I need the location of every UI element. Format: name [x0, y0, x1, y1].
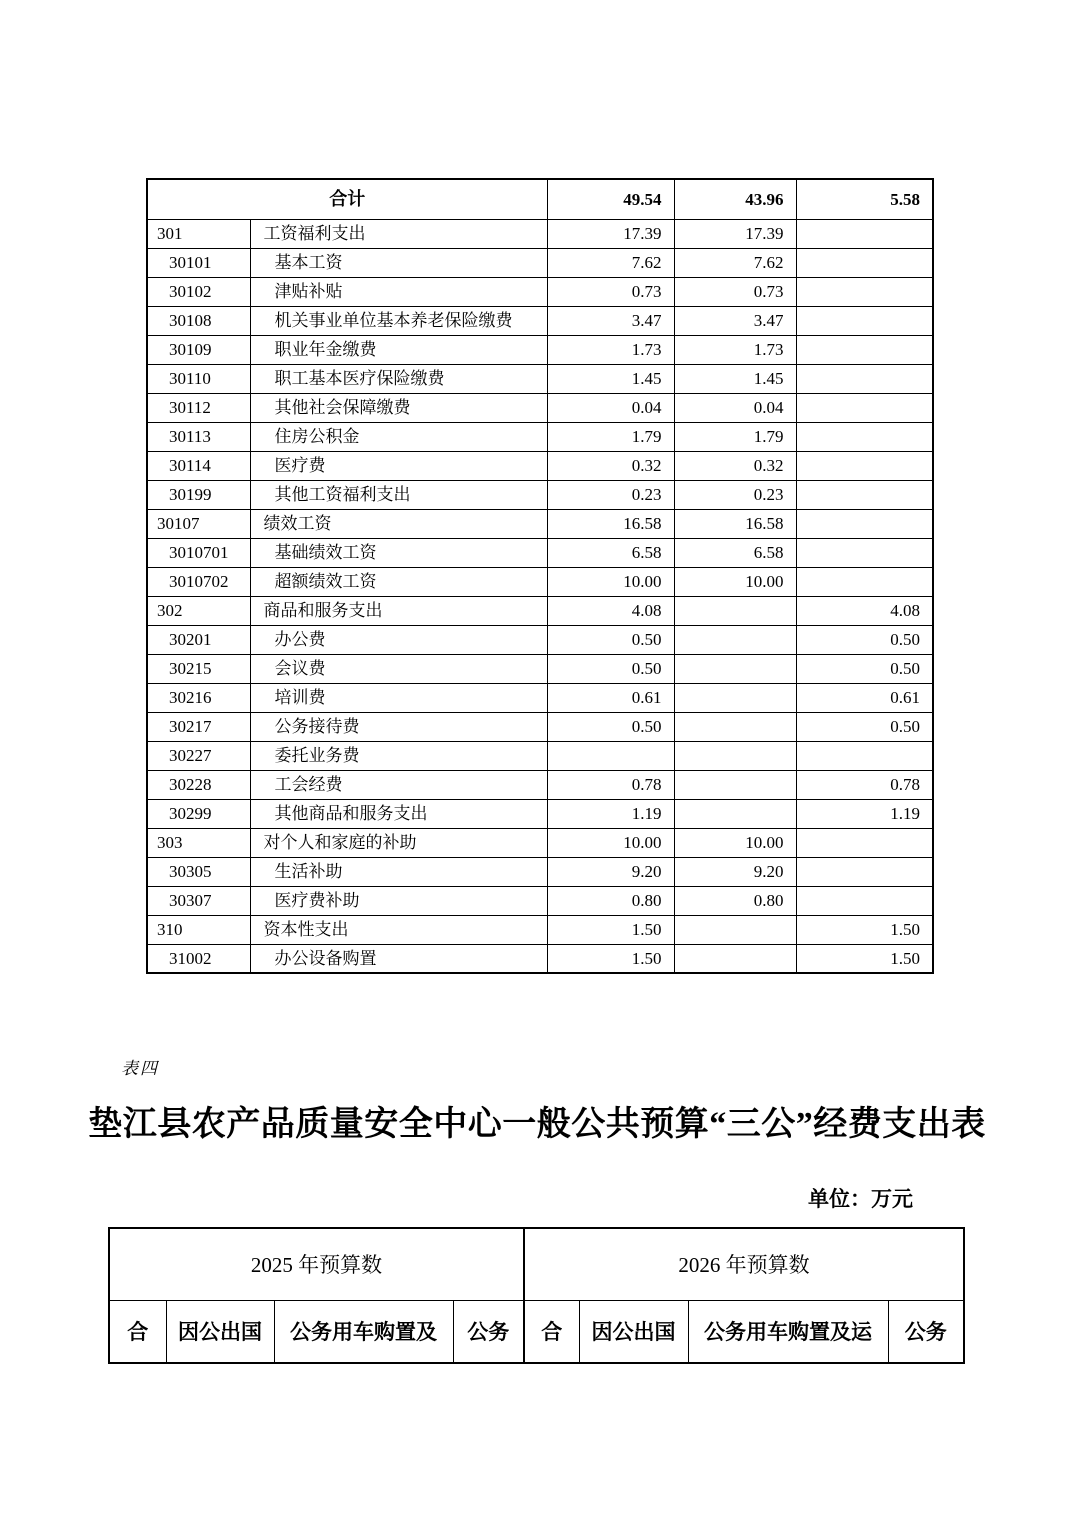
name-cell: 机关事业单位基本养老保险缴费	[250, 306, 547, 335]
value-cell-1: 3.47	[547, 306, 674, 335]
three-public-table	[108, 1227, 965, 1364]
column-header-cell: 公务	[888, 1300, 964, 1363]
year-header-cell: 2026 年预算数	[524, 1228, 964, 1300]
column-header-cell: 因公出国	[579, 1300, 688, 1363]
value-cell-2	[674, 741, 796, 770]
value-cell-2	[674, 596, 796, 625]
name-cell: 资本性支出	[250, 915, 547, 944]
name-cell: 医疗费	[250, 451, 547, 480]
value-cell-1	[547, 741, 674, 770]
value-cell-1: 0.50	[547, 712, 674, 741]
name-cell: 津贴补贴	[250, 277, 547, 306]
value-cell-2: 1.79	[674, 422, 796, 451]
value-cell-1: 6.58	[547, 538, 674, 567]
value-cell-2	[674, 770, 796, 799]
code-cell: 30217	[147, 712, 250, 741]
code-cell: 301	[147, 219, 250, 248]
table-row	[147, 451, 933, 480]
value-cell-3: 1.19	[796, 799, 933, 828]
name-cell: 办公费	[250, 625, 547, 654]
value-cell-1: 1.50	[547, 944, 674, 973]
table-row	[147, 741, 933, 770]
name-cell: 住房公积金	[250, 422, 547, 451]
value-cell-1: 1.79	[547, 422, 674, 451]
table-row	[147, 944, 933, 973]
value-cell-2: 6.58	[674, 538, 796, 567]
page-title: 垫江县农产品质量安全中心一般公共预算“三公”经费支出表	[88, 1106, 986, 1143]
value-cell-3	[796, 248, 933, 277]
name-cell: 培训费	[250, 683, 547, 712]
total-value-cell-2: 43.96	[674, 179, 796, 219]
value-cell-1: 4.08	[547, 596, 674, 625]
value-cell-1: 0.80	[547, 886, 674, 915]
column-header-cell: 公务	[453, 1300, 524, 1363]
table-row	[147, 770, 933, 799]
value-cell-2: 0.23	[674, 480, 796, 509]
name-cell: 其他商品和服务支出	[250, 799, 547, 828]
code-cell: 30216	[147, 683, 250, 712]
value-cell-3	[796, 857, 933, 886]
code-cell: 30215	[147, 654, 250, 683]
code-cell: 30109	[147, 335, 250, 364]
value-cell-1: 10.00	[547, 828, 674, 857]
code-cell: 30199	[147, 480, 250, 509]
value-cell-1: 0.61	[547, 683, 674, 712]
name-cell: 对个人和家庭的补助	[250, 828, 547, 857]
value-cell-3	[796, 219, 933, 248]
value-cell-1: 1.45	[547, 364, 674, 393]
name-cell: 会议费	[250, 654, 547, 683]
table-row	[147, 480, 933, 509]
section-label: 表四	[121, 1059, 159, 1078]
column-header-row	[109, 1300, 964, 1363]
code-cell: 30107	[147, 509, 250, 538]
value-cell-2	[674, 654, 796, 683]
year-header-cell: 2025 年预算数	[109, 1228, 524, 1300]
code-cell: 30114	[147, 451, 250, 480]
value-cell-3: 0.78	[796, 770, 933, 799]
name-cell: 超额绩效工资	[250, 567, 547, 596]
value-cell-1: 0.23	[547, 480, 674, 509]
table-row	[147, 596, 933, 625]
value-cell-3: 1.50	[796, 915, 933, 944]
budget-table	[146, 178, 934, 974]
value-cell-3	[796, 306, 933, 335]
table-row	[147, 799, 933, 828]
total-value-cell-3: 5.58	[796, 179, 933, 219]
code-cell: 310	[147, 915, 250, 944]
total-row	[147, 179, 933, 219]
value-cell-2: 10.00	[674, 828, 796, 857]
column-header-cell: 合	[109, 1300, 166, 1363]
table-row	[147, 683, 933, 712]
code-cell: 30227	[147, 741, 250, 770]
table-row	[147, 886, 933, 915]
code-cell: 30201	[147, 625, 250, 654]
value-cell-1: 0.73	[547, 277, 674, 306]
value-cell-2	[674, 683, 796, 712]
code-cell: 30299	[147, 799, 250, 828]
total-value-cell-1: 49.54	[547, 179, 674, 219]
code-cell: 31002	[147, 944, 250, 973]
value-cell-3	[796, 741, 933, 770]
value-cell-1: 7.62	[547, 248, 674, 277]
name-cell: 生活补助	[250, 857, 547, 886]
code-cell: 30101	[147, 248, 250, 277]
value-cell-1: 1.19	[547, 799, 674, 828]
column-header-cell: 公务用车购置及	[274, 1300, 453, 1363]
value-cell-1: 17.39	[547, 219, 674, 248]
value-cell-3: 1.50	[796, 944, 933, 973]
name-cell: 其他工资福利支出	[250, 480, 547, 509]
value-cell-3	[796, 393, 933, 422]
code-cell: 30102	[147, 277, 250, 306]
name-cell: 医疗费补助	[250, 886, 547, 915]
column-header-cell: 公务用车购置及运	[688, 1300, 888, 1363]
value-cell-1: 0.50	[547, 625, 674, 654]
value-cell-1: 1.50	[547, 915, 674, 944]
table-row	[147, 567, 933, 596]
table-row	[147, 277, 933, 306]
value-cell-2: 16.58	[674, 509, 796, 538]
value-cell-2	[674, 915, 796, 944]
code-cell: 302	[147, 596, 250, 625]
code-cell: 30110	[147, 364, 250, 393]
code-cell: 30305	[147, 857, 250, 886]
table-row	[147, 857, 933, 886]
value-cell-2: 0.73	[674, 277, 796, 306]
table-row	[147, 393, 933, 422]
code-cell: 30113	[147, 422, 250, 451]
code-cell: 3010702	[147, 567, 250, 596]
value-cell-1: 0.32	[547, 451, 674, 480]
column-header-cell: 因公出国	[166, 1300, 274, 1363]
value-cell-3	[796, 886, 933, 915]
value-cell-2	[674, 799, 796, 828]
table-row	[147, 538, 933, 567]
value-cell-2	[674, 944, 796, 973]
value-cell-3: 0.50	[796, 625, 933, 654]
value-cell-3	[796, 277, 933, 306]
value-cell-2	[674, 625, 796, 654]
three-public-table-body	[109, 1228, 964, 1363]
value-cell-1: 0.04	[547, 393, 674, 422]
value-cell-2: 9.20	[674, 857, 796, 886]
name-cell: 公务接待费	[250, 712, 547, 741]
table-row	[147, 509, 933, 538]
table-row	[147, 335, 933, 364]
code-cell: 30307	[147, 886, 250, 915]
value-cell-3	[796, 451, 933, 480]
value-cell-3	[796, 335, 933, 364]
name-cell: 绩效工资	[250, 509, 547, 538]
code-cell: 303	[147, 828, 250, 857]
name-cell: 工资福利支出	[250, 219, 547, 248]
value-cell-1: 0.50	[547, 654, 674, 683]
value-cell-2: 1.45	[674, 364, 796, 393]
value-cell-2: 1.73	[674, 335, 796, 364]
name-cell: 工会经费	[250, 770, 547, 799]
value-cell-2	[674, 712, 796, 741]
table-row	[147, 915, 933, 944]
table-row	[147, 248, 933, 277]
unit-note: 单位：万元	[808, 1187, 913, 1211]
name-cell: 办公设备购置	[250, 944, 547, 973]
name-cell: 职工基本医疗保险缴费	[250, 364, 547, 393]
table-row	[147, 422, 933, 451]
value-cell-1: 1.73	[547, 335, 674, 364]
table-row	[147, 364, 933, 393]
value-cell-3	[796, 828, 933, 857]
value-cell-3: 0.61	[796, 683, 933, 712]
value-cell-3	[796, 422, 933, 451]
value-cell-2: 0.80	[674, 886, 796, 915]
value-cell-2: 0.32	[674, 451, 796, 480]
value-cell-2: 0.04	[674, 393, 796, 422]
value-cell-3	[796, 364, 933, 393]
table-row	[147, 625, 933, 654]
code-cell: 30228	[147, 770, 250, 799]
column-header-cell: 合	[524, 1300, 579, 1363]
code-cell: 30108	[147, 306, 250, 335]
value-cell-3	[796, 509, 933, 538]
year-header-row	[109, 1228, 964, 1300]
value-cell-1: 9.20	[547, 857, 674, 886]
code-cell: 3010701	[147, 538, 250, 567]
name-cell: 委托业务费	[250, 741, 547, 770]
value-cell-3: 4.08	[796, 596, 933, 625]
value-cell-3	[796, 567, 933, 596]
budget-table-body	[147, 179, 933, 973]
value-cell-1: 16.58	[547, 509, 674, 538]
name-cell: 其他社会保障缴费	[250, 393, 547, 422]
value-cell-3	[796, 538, 933, 567]
name-cell: 商品和服务支出	[250, 596, 547, 625]
table-row	[147, 712, 933, 741]
value-cell-2: 17.39	[674, 219, 796, 248]
table-row	[147, 654, 933, 683]
name-cell: 职业年金缴费	[250, 335, 547, 364]
value-cell-2: 7.62	[674, 248, 796, 277]
value-cell-2: 10.00	[674, 567, 796, 596]
value-cell-2: 3.47	[674, 306, 796, 335]
value-cell-1: 10.00	[547, 567, 674, 596]
total-label-cell: 合计	[147, 179, 547, 219]
name-cell: 基础绩效工资	[250, 538, 547, 567]
value-cell-3: 0.50	[796, 654, 933, 683]
table-row	[147, 828, 933, 857]
table-row	[147, 306, 933, 335]
table-row	[147, 219, 933, 248]
name-cell: 基本工资	[250, 248, 547, 277]
value-cell-1: 0.78	[547, 770, 674, 799]
value-cell-3	[796, 480, 933, 509]
value-cell-3: 0.50	[796, 712, 933, 741]
code-cell: 30112	[147, 393, 250, 422]
